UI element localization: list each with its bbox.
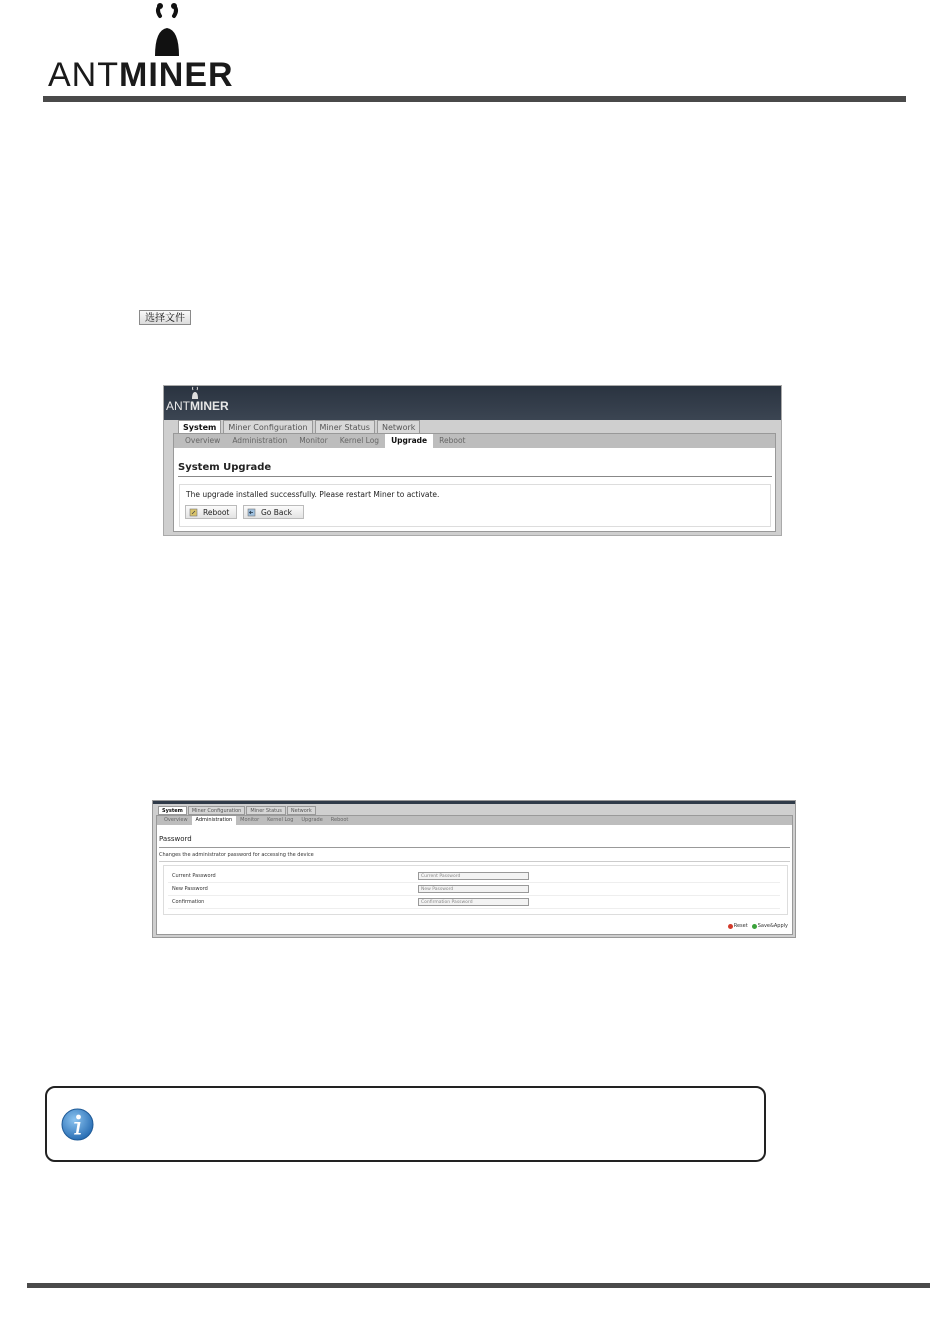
top-divider	[43, 96, 906, 102]
subtab-administration[interactable]: Administration	[232, 436, 288, 445]
content-panel	[156, 815, 793, 935]
save-icon	[752, 924, 757, 929]
subtab-monitor[interactable]: Monitor	[299, 436, 328, 445]
form-row-current-password	[168, 870, 780, 883]
save-apply-button[interactable]	[752, 923, 788, 929]
go-back-label: Go Back	[261, 508, 292, 517]
subtab-kernel-log[interactable]: Kernel Log	[267, 817, 294, 823]
current-password-label: Current Password	[172, 873, 216, 879]
current-password-input[interactable]: Current Password	[418, 872, 529, 880]
tab-system[interactable]: System	[158, 806, 187, 815]
page-description: Changes the administrator password for accessing the device	[159, 852, 314, 858]
note-box	[45, 1086, 766, 1162]
subtab-upgrade[interactable]: Upgrade	[301, 817, 323, 823]
tab-network[interactable]: Network	[377, 420, 420, 434]
header-bar	[164, 386, 781, 420]
antminer-logo	[48, 0, 278, 92]
form-actions	[728, 923, 788, 929]
form-row-confirmation	[168, 896, 780, 909]
sub-tabs	[157, 816, 792, 825]
description-divider	[159, 861, 790, 862]
choose-file-button[interactable]: 选择文件	[139, 310, 191, 325]
tab-network[interactable]: Network	[287, 806, 316, 815]
reboot-icon	[189, 508, 198, 517]
info-icon	[61, 1108, 94, 1141]
password-screenshot	[152, 800, 796, 938]
page-title: System Upgrade	[178, 462, 272, 473]
title-divider	[159, 847, 790, 848]
reset-icon	[728, 924, 733, 929]
tab-miner-configuration[interactable]: Miner Configuration	[188, 806, 246, 815]
reboot-label: Reboot	[203, 508, 230, 517]
subtab-reboot[interactable]: Reboot	[330, 817, 349, 823]
main-tabs	[178, 420, 420, 434]
reboot-button[interactable]	[185, 505, 237, 519]
mini-logo-bold: MINER	[190, 399, 229, 413]
subtab-overview[interactable]: Overview	[185, 436, 221, 445]
subtab-reboot[interactable]: Reboot	[439, 436, 466, 445]
subtab-kernel-log[interactable]: Kernel Log	[339, 436, 380, 445]
page-title: Password	[159, 835, 192, 843]
reset-label: Reset	[733, 923, 748, 929]
bottom-divider	[27, 1283, 930, 1288]
header-band	[153, 801, 795, 804]
logo-thin: ANT	[48, 56, 119, 94]
new-password-input[interactable]: New Password	[418, 885, 529, 893]
tab-miner-status[interactable]: Miner Status	[246, 806, 286, 815]
subtab-overview[interactable]: Overview	[164, 817, 188, 823]
upgrade-screenshot	[163, 385, 782, 536]
password-form	[163, 865, 788, 915]
content-panel	[173, 433, 776, 532]
tab-miner-status[interactable]: Miner Status	[315, 420, 375, 434]
save-label: Save&Apply	[757, 923, 788, 929]
go-back-button[interactable]	[243, 505, 304, 519]
tab-miner-configuration[interactable]: Miner Configuration	[223, 420, 312, 434]
sub-tabs	[174, 434, 775, 448]
reset-button[interactable]	[728, 923, 748, 929]
message-box	[179, 484, 771, 527]
mini-logo-thin: ANT	[166, 399, 190, 413]
ant-head-icon	[191, 386, 199, 399]
confirmation-input[interactable]: Confirmation Password	[418, 898, 529, 906]
mini-logo	[166, 399, 229, 413]
go-back-icon	[247, 508, 256, 517]
tab-system[interactable]: System	[178, 420, 221, 434]
confirmation-label: Confirmation	[172, 899, 205, 905]
upgrade-message: The upgrade installed successfully. Please restart Miner to activate.	[186, 490, 440, 499]
subtab-monitor[interactable]: Monitor	[240, 817, 260, 823]
form-row-new-password	[168, 883, 780, 896]
main-tabs	[158, 806, 316, 815]
subtab-upgrade[interactable]: Upgrade	[385, 434, 433, 448]
subtab-administration[interactable]: Administration	[192, 816, 237, 825]
new-password-label: New Password	[172, 886, 208, 892]
title-divider	[178, 476, 772, 477]
logo-wordmark	[48, 56, 234, 95]
ant-head-icon	[152, 0, 182, 56]
logo-bold: MINER	[119, 56, 234, 94]
